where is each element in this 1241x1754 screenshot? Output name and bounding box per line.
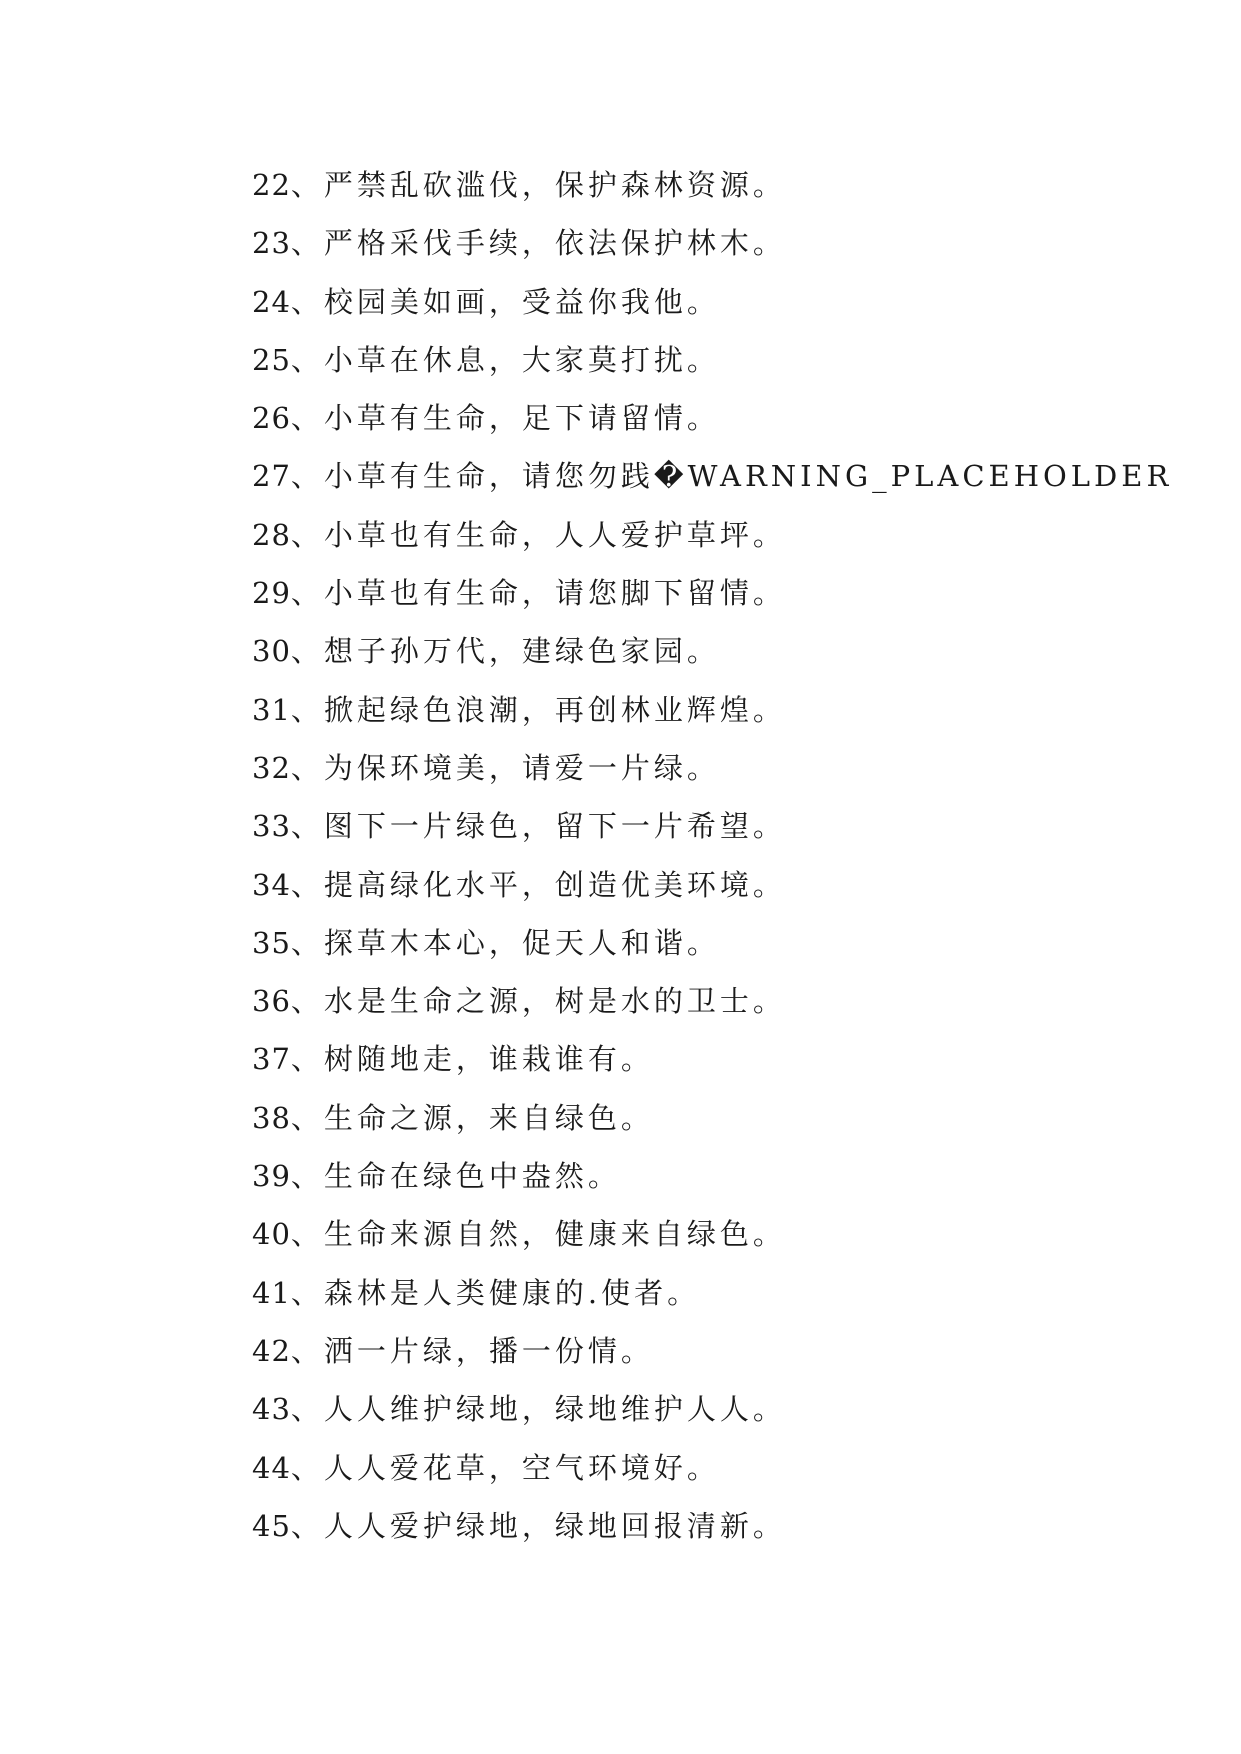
item-text: 、掀起绿色浪潮，再创林业辉煌。 (290, 692, 786, 727)
item-number: 31 (252, 692, 291, 727)
item-number: 42 (252, 1333, 291, 1368)
item-text: 、探草木本心，促天人和谐。 (290, 925, 720, 960)
item-number: 40 (252, 1217, 291, 1252)
item-number: 25 (252, 342, 291, 377)
item-text: 、校园美如画，受益你我他。 (290, 284, 720, 319)
item-text: 、图下一片绿色，留下一片希望。 (290, 809, 786, 844)
list-item (252, 273, 1172, 331)
item-text: 、为保环境美，请爱一片绿。 (290, 750, 720, 785)
list-item (252, 156, 1172, 214)
item-text: 、生命在绿色中盎然。 (290, 1159, 621, 1194)
slogan-list (252, 156, 1172, 1555)
item-number: 38 (252, 1100, 291, 1135)
item-number: 22 (252, 168, 291, 202)
list-item (252, 856, 1172, 914)
list-item (252, 681, 1172, 739)
item-text: 、森林是人类健康的.使者。 (290, 1275, 701, 1310)
item-text: 、小草有生命，足下请留情。 (290, 401, 720, 436)
item-number: 39 (252, 1159, 291, 1194)
item-number: 26 (252, 401, 291, 436)
item-text: 、小草也有生命，人人爱护草坪。 (290, 517, 786, 552)
item-text: 、人人爱护绿地，绿地回报清新。 (290, 1508, 786, 1543)
item-number: 34 (252, 867, 291, 902)
list-item (252, 739, 1172, 797)
list-item (252, 972, 1172, 1030)
list-item (252, 389, 1172, 447)
list-item (252, 331, 1172, 389)
item-number: 23 (252, 226, 291, 261)
item-number: 24 (252, 284, 291, 319)
item-number: 45 (252, 1508, 291, 1543)
item-text: 、提高绿化水平，创造优美环境。 (290, 867, 786, 902)
list-item (252, 447, 1172, 505)
item-text: 、人人维护绿地，绿地维护人人。 (290, 1392, 786, 1427)
list-item (252, 1322, 1172, 1380)
item-number: 36 (252, 984, 291, 1019)
list-item (252, 797, 1172, 855)
list-item (252, 622, 1172, 680)
list-item (252, 1147, 1172, 1205)
list-item (252, 1205, 1172, 1263)
item-number: 29 (252, 576, 291, 611)
item-number: 30 (252, 634, 291, 669)
item-number: 35 (252, 925, 291, 960)
item-text: 、想子孙万代，建绿色家园。 (290, 634, 720, 669)
item-number: 44 (252, 1450, 291, 1485)
item-text: 、严禁乱砍滥伐，保护森林资源。 (290, 168, 786, 202)
item-text: 、小草有生命，请您勿践�WARNING_PLACEHOLDER (290, 459, 1173, 494)
item-number: 27 (252, 459, 291, 494)
list-item (252, 1089, 1172, 1147)
list-item (252, 1264, 1172, 1322)
item-number: 41 (252, 1275, 291, 1310)
item-number: 33 (252, 809, 291, 844)
item-number: 37 (252, 1042, 291, 1077)
list-item (252, 1380, 1172, 1438)
list-item (252, 914, 1172, 972)
list-item (252, 1030, 1172, 1088)
item-number: 43 (252, 1392, 291, 1427)
item-number: 28 (252, 517, 291, 552)
item-text: 、小草也有生命，请您脚下留情。 (290, 576, 786, 611)
item-text: 、树随地走，谁栽谁有。 (290, 1042, 654, 1077)
item-text: 、严格采伐手续，依法保护林木。 (290, 226, 786, 261)
item-text: 、人人爱花草，空气环境好。 (290, 1450, 720, 1485)
list-item (252, 1439, 1172, 1497)
list-item (252, 506, 1172, 564)
item-number: 32 (252, 750, 291, 785)
list-item (252, 214, 1172, 272)
item-text: 、洒一片绿，播一份情。 (290, 1333, 654, 1368)
item-text: 、生命之源，来自绿色。 (290, 1100, 654, 1135)
item-text: 、水是生命之源，树是水的卫士。 (290, 984, 786, 1019)
list-item (252, 1497, 1172, 1555)
list-item (252, 564, 1172, 622)
item-text: 、生命来源自然，健康来自绿色。 (290, 1217, 786, 1252)
item-text: 、小草在休息，大家莫打扰。 (290, 342, 720, 377)
